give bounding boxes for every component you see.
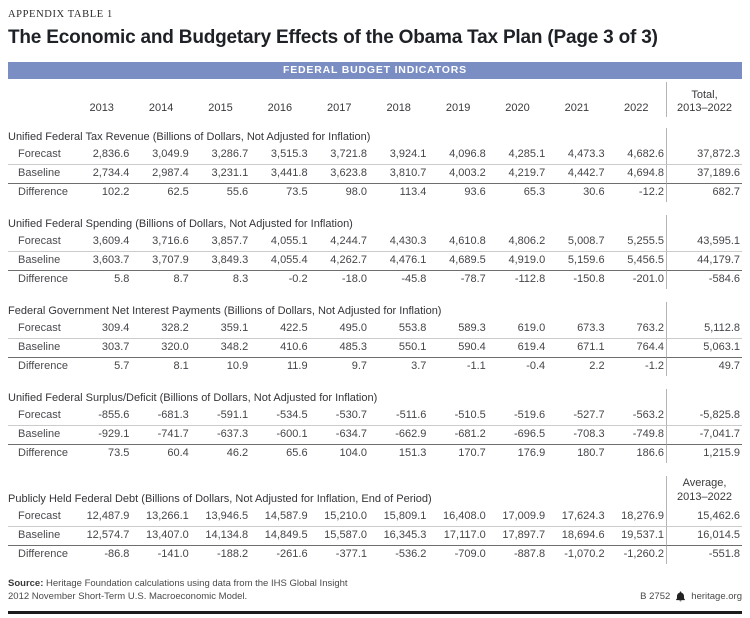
row-label: Baseline bbox=[8, 426, 72, 445]
footer-right bbox=[640, 591, 742, 603]
value-cell: 303.7 bbox=[72, 339, 131, 358]
value-cell: -188.2 bbox=[216, 547, 249, 560]
value-cell: -637.3 bbox=[191, 426, 250, 445]
value-cell: 4,610.8 bbox=[428, 233, 487, 252]
value-cell: 3,286.7 bbox=[191, 146, 250, 165]
header-spacer bbox=[8, 114, 72, 117]
value-cell: 113.4 bbox=[399, 186, 427, 198]
value-cell: 12,487.9 bbox=[72, 508, 131, 527]
value-cell: 422.5 bbox=[250, 320, 309, 339]
value-cell: 3,515.3 bbox=[250, 146, 309, 165]
value-cell: 104.0 bbox=[339, 447, 367, 459]
row-label: Forecast bbox=[8, 233, 72, 252]
average-header-spacer bbox=[8, 476, 666, 489]
average-header-line2: 2013–2022 bbox=[666, 490, 742, 508]
row-label: Forecast bbox=[8, 407, 72, 426]
value-cell: -112.8 bbox=[514, 273, 546, 285]
value-cell: 3,049.9 bbox=[131, 146, 190, 165]
value-cell: -696.5 bbox=[488, 426, 547, 445]
value-cell: 14,134.8 bbox=[191, 527, 250, 546]
value-cell: 4,442.7 bbox=[547, 165, 606, 184]
value-cell: 4,055.4 bbox=[250, 252, 309, 271]
total-value-cell: 15,462.6 bbox=[666, 508, 742, 527]
value-cell: 3,810.7 bbox=[369, 165, 428, 184]
value-cell: 4,262.7 bbox=[310, 252, 369, 271]
value-cell: 18,694.6 bbox=[547, 527, 606, 546]
value-cell: 9.7 bbox=[351, 360, 367, 372]
value-cell: 151.3 bbox=[398, 447, 427, 459]
value-cell: -377.1 bbox=[335, 547, 367, 560]
value-cell: 8.7 bbox=[173, 273, 189, 285]
value-cell: -78.7 bbox=[460, 273, 486, 285]
total-value-cell: 5,112.8 bbox=[666, 320, 742, 339]
value-cell: -662.9 bbox=[369, 426, 428, 445]
value-cell: 93.6 bbox=[464, 186, 486, 198]
section-title-total-spacer bbox=[666, 215, 742, 233]
year-header: 2021 bbox=[564, 102, 590, 114]
value-cell: -45.8 bbox=[401, 273, 427, 285]
section-title: Federal Government Net Interest Payments (Billions of Dollars, Not Adjusted for Inflation) bbox=[8, 305, 442, 317]
source-text-line2: 2012 November Short-Term U.S. Macroeconomic Model. bbox=[8, 590, 248, 602]
value-cell: 359.1 bbox=[191, 320, 250, 339]
value-cell: -1,070.2 bbox=[564, 547, 605, 560]
value-cell: 15,809.1 bbox=[369, 508, 428, 527]
value-cell: 3,609.4 bbox=[72, 233, 131, 252]
row-label: Baseline bbox=[8, 527, 72, 546]
total-value-cell: -551.8 bbox=[666, 546, 742, 564]
value-cell: 73.5 bbox=[107, 447, 130, 459]
table-section bbox=[8, 476, 742, 564]
year-header: 2017 bbox=[327, 102, 352, 114]
value-cell: 2,836.6 bbox=[72, 146, 131, 165]
value-cell: 8.3 bbox=[232, 273, 249, 285]
value-cell: -18.0 bbox=[341, 273, 367, 285]
value-cell: 15,587.0 bbox=[310, 527, 369, 546]
value-cell: 320.0 bbox=[131, 339, 190, 358]
value-cell: -741.7 bbox=[131, 426, 190, 445]
value-cell: -150.8 bbox=[573, 273, 605, 285]
value-cell: 14,587.9 bbox=[250, 508, 309, 527]
year-header: 2019 bbox=[445, 102, 471, 114]
value-cell: -1.2 bbox=[645, 360, 664, 372]
value-cell: 30.6 bbox=[583, 186, 605, 198]
total-value-cell: 49.7 bbox=[666, 358, 742, 376]
value-cell: -709.0 bbox=[454, 547, 486, 560]
value-cell: 673.3 bbox=[547, 320, 606, 339]
value-cell: 495.0 bbox=[310, 320, 369, 339]
value-cell: 3,707.9 bbox=[131, 252, 190, 271]
value-cell: 17,009.9 bbox=[488, 508, 547, 527]
source-text-line1: Heritage Foundation calculations using data from the IHS Global Insight bbox=[46, 577, 348, 589]
report-id: B 2752 bbox=[640, 590, 671, 602]
value-cell: -0.2 bbox=[288, 273, 308, 285]
year-header: 2015 bbox=[208, 102, 233, 114]
value-cell: 4,219.7 bbox=[488, 165, 547, 184]
value-cell: 62.5 bbox=[167, 186, 189, 198]
value-cell: 410.6 bbox=[250, 339, 309, 358]
value-cell: 17,117.0 bbox=[428, 527, 487, 546]
value-cell: 619.4 bbox=[488, 339, 547, 358]
value-cell: 4,003.2 bbox=[428, 165, 487, 184]
total-value-cell: -7,041.7 bbox=[666, 426, 742, 445]
value-cell: 309.4 bbox=[72, 320, 131, 339]
value-cell: -681.3 bbox=[131, 407, 190, 426]
value-cell: 170.7 bbox=[458, 447, 486, 459]
row-label: Difference bbox=[18, 547, 68, 560]
value-cell: 328.2 bbox=[131, 320, 190, 339]
value-cell: 13,266.1 bbox=[131, 508, 190, 527]
value-cell: 764.4 bbox=[607, 339, 666, 358]
row-label: Difference bbox=[18, 273, 68, 285]
value-cell: -1,260.2 bbox=[623, 547, 664, 560]
value-cell: -530.7 bbox=[310, 407, 369, 426]
value-cell: 3,623.8 bbox=[310, 165, 369, 184]
value-cell: 2,987.4 bbox=[131, 165, 190, 184]
source-note bbox=[8, 577, 348, 603]
value-cell: 4,919.0 bbox=[488, 252, 547, 271]
value-cell: 3,721.8 bbox=[310, 146, 369, 165]
value-cell: -600.1 bbox=[250, 426, 309, 445]
row-label: Difference bbox=[18, 447, 68, 459]
value-cell: 2,734.4 bbox=[72, 165, 131, 184]
value-cell: 4,694.8 bbox=[607, 165, 666, 184]
total-column-header bbox=[666, 82, 742, 117]
value-cell: 4,689.5 bbox=[428, 252, 487, 271]
section-title-total-spacer bbox=[666, 302, 742, 320]
value-cell: 550.1 bbox=[369, 339, 428, 358]
value-cell: 8.1 bbox=[173, 360, 189, 372]
value-cell: -749.8 bbox=[607, 426, 666, 445]
total-value-cell: 1,215.9 bbox=[666, 445, 742, 463]
row-label: Difference bbox=[18, 360, 68, 372]
section-title: Unified Federal Spending (Billions of Dollars, Not Adjusted for Inflation) bbox=[8, 218, 353, 230]
value-cell: -12.2 bbox=[638, 186, 664, 198]
value-cell: 4,096.8 bbox=[428, 146, 487, 165]
value-cell: 3,603.7 bbox=[72, 252, 131, 271]
table-section bbox=[8, 128, 742, 202]
value-cell: 11.9 bbox=[287, 360, 308, 372]
value-cell: 671.1 bbox=[547, 339, 606, 358]
total-header-line2: 2013–2022 bbox=[676, 101, 733, 114]
value-cell: 55.6 bbox=[226, 186, 249, 198]
page-title: The Economic and Budgetary Effects of the Obama Tax Plan (Page 3 of 3) bbox=[8, 27, 658, 48]
row-label: Baseline bbox=[8, 339, 72, 358]
value-cell: 73.5 bbox=[286, 186, 308, 198]
total-value-cell: 44,179.7 bbox=[666, 252, 742, 271]
total-value-cell: 37,189.6 bbox=[666, 165, 742, 184]
section-title-total-spacer bbox=[666, 389, 742, 407]
value-cell: 2.2 bbox=[589, 360, 605, 372]
appendix-label: APPENDIX TABLE 1 bbox=[8, 9, 113, 20]
bottom-rule bbox=[8, 611, 742, 614]
value-cell: 485.3 bbox=[310, 339, 369, 358]
value-cell: 65.6 bbox=[286, 447, 308, 459]
value-cell: 102.2 bbox=[101, 186, 130, 198]
value-cell: 16,408.0 bbox=[428, 508, 487, 527]
value-cell: 4,055.1 bbox=[250, 233, 309, 252]
value-cell: 763.2 bbox=[607, 320, 666, 339]
total-value-cell: -584.6 bbox=[666, 271, 742, 289]
value-cell: -519.6 bbox=[488, 407, 547, 426]
value-cell: 60.4 bbox=[167, 447, 189, 459]
value-cell: 12,574.7 bbox=[72, 527, 131, 546]
value-cell: -634.7 bbox=[310, 426, 369, 445]
value-cell: 186.6 bbox=[636, 447, 664, 459]
total-value-cell: -5,825.8 bbox=[666, 407, 742, 426]
value-cell: 4,806.2 bbox=[488, 233, 547, 252]
value-cell: 176.9 bbox=[517, 447, 546, 459]
value-cell: -536.2 bbox=[395, 547, 427, 560]
value-cell: 14,849.5 bbox=[250, 527, 309, 546]
value-cell: -511.6 bbox=[369, 407, 428, 426]
value-cell: 46.2 bbox=[226, 447, 249, 459]
value-cell: -591.1 bbox=[191, 407, 250, 426]
section-title: Unified Federal Tax Revenue (Billions of Dollars, Not Adjusted for Inflation) bbox=[8, 131, 371, 143]
table-section bbox=[8, 389, 742, 463]
row-label: Forecast bbox=[8, 320, 72, 339]
value-cell: 5,456.5 bbox=[607, 252, 666, 271]
value-cell: 3,441.8 bbox=[250, 165, 309, 184]
value-cell: 619.0 bbox=[488, 320, 547, 339]
value-cell: 5,008.7 bbox=[547, 233, 606, 252]
row-label: Forecast bbox=[8, 508, 72, 527]
total-value-cell: 43,595.1 bbox=[666, 233, 742, 252]
value-cell: -534.5 bbox=[250, 407, 309, 426]
table-section bbox=[8, 302, 742, 376]
value-cell: 16,345.3 bbox=[369, 527, 428, 546]
total-value-cell: 682.7 bbox=[666, 184, 742, 202]
value-cell: 4,285.1 bbox=[488, 146, 547, 165]
total-value-cell: 5,063.1 bbox=[666, 339, 742, 358]
year-header: 2018 bbox=[386, 102, 411, 114]
section-title-total-spacer bbox=[666, 128, 742, 146]
value-cell: 18,276.9 bbox=[607, 508, 666, 527]
value-cell: -887.8 bbox=[513, 547, 546, 560]
value-cell: 19,537.1 bbox=[607, 527, 666, 546]
value-cell: 13,407.0 bbox=[131, 527, 190, 546]
row-label: Difference bbox=[18, 186, 68, 198]
value-cell: 3,849.3 bbox=[191, 252, 250, 271]
value-cell: 5.8 bbox=[114, 273, 130, 285]
section-title: Publicly Held Federal Debt (Billions of Dollars, Not Adjusted for Inflation, End of Period) bbox=[8, 492, 432, 505]
value-cell: -141.0 bbox=[157, 547, 189, 560]
year-header: 2014 bbox=[148, 102, 174, 114]
site-text: heritage.org bbox=[691, 590, 742, 602]
value-cell: 3,231.1 bbox=[191, 165, 250, 184]
footer bbox=[8, 577, 742, 603]
total-header-line1: Total, bbox=[691, 89, 718, 101]
table-body bbox=[8, 128, 742, 564]
value-cell: 589.3 bbox=[428, 320, 487, 339]
row-label: Baseline bbox=[8, 165, 72, 184]
row-label: Forecast bbox=[8, 146, 72, 165]
value-cell: 13,946.5 bbox=[191, 508, 250, 527]
value-cell: 10.9 bbox=[226, 360, 249, 372]
value-cell: 553.8 bbox=[369, 320, 428, 339]
year-header: 2016 bbox=[267, 102, 293, 114]
value-cell: -527.7 bbox=[547, 407, 606, 426]
value-cell: -201.0 bbox=[632, 273, 664, 285]
value-cell: -681.2 bbox=[428, 426, 487, 445]
value-cell: 15,210.0 bbox=[310, 508, 369, 527]
row-label: Baseline bbox=[8, 252, 72, 271]
value-cell: -510.5 bbox=[428, 407, 487, 426]
value-cell: 17,897.7 bbox=[488, 527, 547, 546]
value-cell: 98.0 bbox=[345, 186, 367, 198]
total-value-cell: 37,872.3 bbox=[666, 146, 742, 165]
value-cell: 590.4 bbox=[428, 339, 487, 358]
value-cell: 4,682.6 bbox=[607, 146, 666, 165]
value-cell: -86.8 bbox=[104, 547, 130, 560]
value-cell: 65.3 bbox=[523, 186, 546, 198]
year-header: 2013 bbox=[89, 102, 114, 114]
value-cell: 3.7 bbox=[411, 360, 427, 372]
total-value-cell: 16,014.5 bbox=[666, 527, 742, 546]
value-cell: -261.6 bbox=[276, 547, 308, 560]
value-cell: 4,244.7 bbox=[310, 233, 369, 252]
table-header-row bbox=[8, 82, 742, 117]
value-cell: 3,924.1 bbox=[369, 146, 428, 165]
value-cell: -929.1 bbox=[72, 426, 131, 445]
year-header: 2022 bbox=[624, 102, 649, 114]
value-cell: -855.6 bbox=[72, 407, 131, 426]
value-cell: 3,857.7 bbox=[191, 233, 250, 252]
value-cell: 4,473.3 bbox=[547, 146, 606, 165]
year-header: 2020 bbox=[505, 102, 530, 114]
value-cell: 4,430.3 bbox=[369, 233, 428, 252]
section-title: Unified Federal Surplus/Deficit (Billions of Dollars, Not Adjusted for Inflation) bbox=[8, 392, 378, 404]
value-cell: 3,716.6 bbox=[131, 233, 190, 252]
table-section bbox=[8, 215, 742, 289]
value-cell: -1.1 bbox=[466, 360, 486, 372]
liberty-bell-icon bbox=[675, 591, 686, 602]
value-cell: 5,255.5 bbox=[607, 233, 666, 252]
value-cell: -563.2 bbox=[607, 407, 666, 426]
value-cell: 17,624.3 bbox=[547, 508, 606, 527]
value-cell: -708.3 bbox=[547, 426, 606, 445]
value-cell: 348.2 bbox=[191, 339, 250, 358]
value-cell: 180.7 bbox=[577, 447, 605, 459]
value-cell: 5,159.6 bbox=[547, 252, 606, 271]
average-header-line1: Average, bbox=[666, 476, 742, 490]
source-label: Source: bbox=[8, 577, 44, 589]
federal-budget-indicators-banner: FEDERAL BUDGET INDICATORS bbox=[8, 62, 742, 79]
value-cell: 5.7 bbox=[114, 360, 130, 372]
value-cell: -0.4 bbox=[526, 360, 546, 372]
value-cell: 4,476.1 bbox=[369, 252, 428, 271]
